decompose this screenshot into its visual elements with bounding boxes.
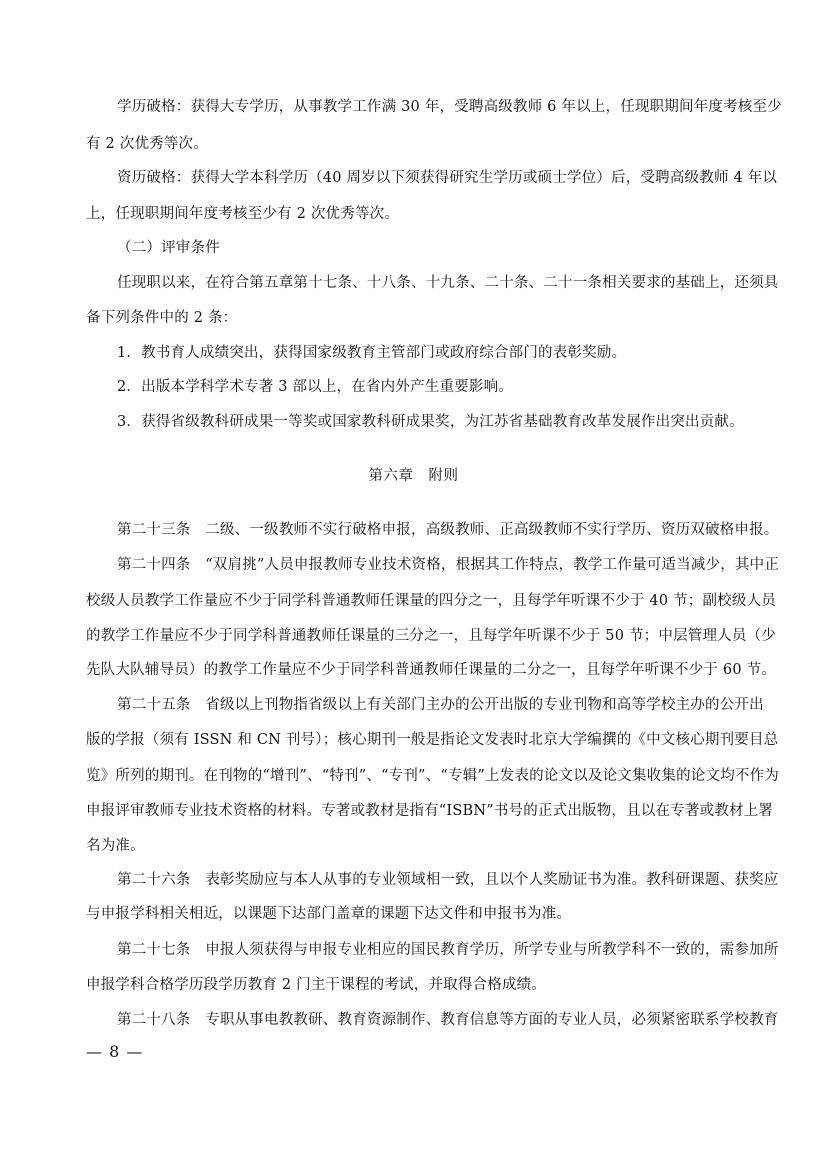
article-24-line4: 先队大队辅导员）的教学工作量应不少于同学科普通教师任课量的二分之一，且每学年听课不少于 60 节。 bbox=[86, 662, 776, 678]
article-24-line2: 校级人员教学工作量应不少于同学科普通教师任课量的四分之一，且每学年听课不少于 40 节；副校级人员 bbox=[86, 593, 776, 609]
article-26-line2: 与申报学科相关相近，以课题下达部门盖章的课题下达文件和申报书为准。 bbox=[86, 906, 572, 922]
chapter-heading: 第六章 附则 bbox=[368, 468, 459, 484]
condition-item-1: 1．教书育人成绩突出，获得国家级教育主管部门或政府综合部门的表彰奖励。 bbox=[117, 345, 627, 361]
paragraph-academic-exception-line2: 有 2 次优秀等次。 bbox=[86, 136, 208, 152]
page-number: — 8 — bbox=[86, 1042, 144, 1061]
article-25-line3: 览》所列的期刊。在刊物的“增刊”、“特刊”、“专刊”、“专辑”上发表的论文以及论文集收集的论文均不作为 bbox=[86, 768, 779, 784]
paragraph-seniority-exception-line1: 资历破格：获得大学本科学历（40 周岁以下须获得研究生学历或硕士学位）后，受聘高级教师 4 年以 bbox=[117, 170, 778, 186]
condition-item-2: 2．出版本学科学术专著 3 部以上，在省内外产生重要影响。 bbox=[117, 379, 513, 395]
condition-item-3: 3．获得省级教科研成果一等奖或国家教科研成果奖，为江苏省基础教育改革发展作出突出贡献。 bbox=[117, 414, 744, 430]
article-24-line1: 第二十四条 “双肩挑”人员申报教师专业技术资格，根据其工作特点，教学工作量可适当减少，其中正 bbox=[117, 557, 780, 573]
section-heading-review-conditions: （二）评审条件 bbox=[117, 240, 220, 256]
article-25-line1: 第二十五条 省级以上刊物指省级以上有关部门主办的公开出版的专业刊物和高等学校主办的公开出 bbox=[117, 697, 764, 713]
article-26-line1: 第二十六条 表彰奖励应与本人从事的专业领域相一致，且以个人奖励证书为准。教科研课题、获奖应 bbox=[117, 872, 779, 888]
article-25-line4: 申报评审教师专业技术资格的材料。专著或教材是指有“ISBN”书号的正式出版物，且以在专著或教材上署 bbox=[86, 803, 774, 819]
article-27-line1: 第二十七条 申报人须获得与申报专业相应的国民教育学历，所学专业与所教学科不一致的，需参加所 bbox=[117, 942, 779, 958]
article-24-line3: 的教学工作量应不少于同学科普通教师任课量的三分之一，且每学年听课不少于 50 节；中层管理人员（少 bbox=[86, 628, 776, 644]
article-27-line2: 申报学科合格学历段学历教育 2 门主干课程的考试，并取得合格成绩。 bbox=[86, 977, 547, 993]
article-25-line2: 版的学报（须有 ISSN 和 CN 刊号）；核心期刊一般是指论文发表时北京大学编撰的《中文核心期刊要目总 bbox=[86, 732, 779, 748]
article-23: 第二十三条 二级、一级教师不实行破格申报，高级教师、正高级教师不实行学历、资历双破格申报。 bbox=[117, 522, 779, 538]
paragraph-conditions-line2: 备下列条件中的 2 条： bbox=[86, 310, 238, 326]
article-28-line1: 第二十八条 专职从事电教教研、教育资源制作、教育信息等方面的专业人员，必须紧密联系学校教育 bbox=[117, 1012, 779, 1028]
paragraph-academic-exception-line1: 学历破格：获得大专学历，从事教学工作满 30 年，受聘高级教师 6 年以上，任现职期间年度考核至少 bbox=[117, 99, 782, 115]
paragraph-conditions-line1: 任现职以来，在符合第五章第十七条、十八条、十九条、二十条、二十一条相关要求的基础上，还须具 bbox=[117, 275, 779, 291]
paragraph-seniority-exception-line2: 上，任现职期间年度考核至少有 2 次优秀等次。 bbox=[86, 206, 400, 222]
article-25-line5: 名为准。 bbox=[86, 838, 145, 854]
